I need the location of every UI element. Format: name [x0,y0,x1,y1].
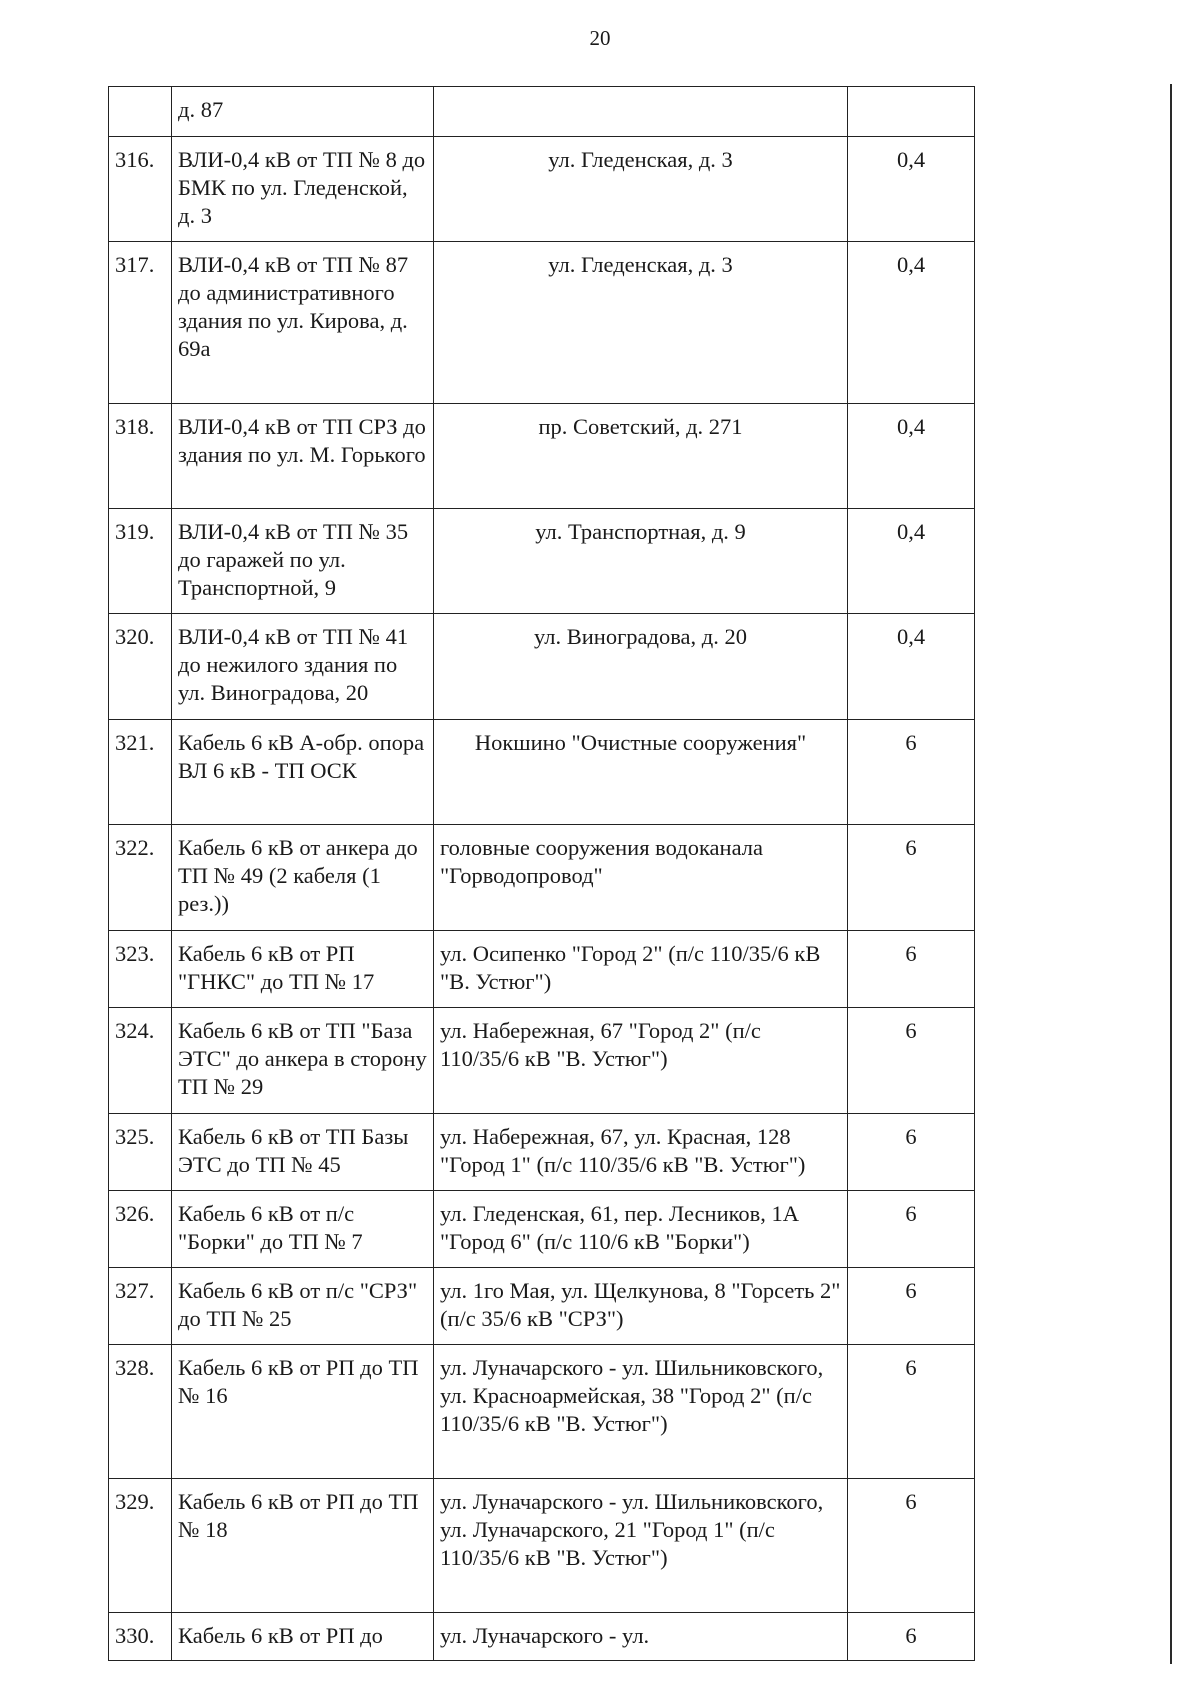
object-address: ул. Осипенко "Город 2" (п/с 110/35/6 кВ "В. Устюг") [434,931,848,1008]
registry-table [108,86,975,1661]
object-address: ул. Набережная, 67 "Город 2" (п/с 110/35/6 кВ "В. Устюг") [434,1008,848,1114]
voltage-value: 6 [848,720,975,825]
object-address: ул. Гледенская, д. 3 [434,242,848,404]
table-row [109,1191,975,1268]
margin-rule [1170,84,1172,1664]
table-row [109,509,975,614]
object-name: ВЛИ-0,4 кВ от ТП № 8 до БМК по ул. Гледенской, д. 3 [172,137,434,242]
table-row [109,87,975,137]
table-row [109,1613,975,1661]
voltage-value: 6 [848,1479,975,1613]
object-name: Кабель 6 кВ от ТП "База ЭТС" до анкера в сторону ТП № 29 [172,1008,434,1114]
row-number: 329. [109,1479,172,1613]
voltage-value: 0,4 [848,137,975,242]
row-number: 326. [109,1191,172,1268]
object-address: Нокшино "Очистные сооружения" [434,720,848,825]
table-row [109,1345,975,1479]
row-number [109,87,172,137]
voltage-value: 6 [848,1613,975,1661]
table-row [109,137,975,242]
voltage-value: 6 [848,1345,975,1479]
object-name: Кабель 6 кВ от анкера до ТП № 49 (2 кабеля (1 рез.)) [172,825,434,931]
object-name: Кабель 6 кВ от ТП Базы ЭТС до ТП № 45 [172,1114,434,1191]
object-name: Кабель 6 кВ от РП до ТП № 18 [172,1479,434,1613]
table-row [109,1268,975,1345]
table-row [109,614,975,720]
row-number: 325. [109,1114,172,1191]
object-address: ул. Луначарского - ул. [434,1613,848,1661]
table-row [109,931,975,1008]
object-name: ВЛИ-0,4 кВ от ТП № 87 до административного здания по ул. Кирова, д. 69а [172,242,434,404]
row-number: 317. [109,242,172,404]
object-address: ул. Набережная, 67, ул. Красная, 128 "Город 1" (п/с 110/35/6 кВ "В. Устюг") [434,1114,848,1191]
row-number: 320. [109,614,172,720]
table-row [109,1114,975,1191]
table-row [109,242,975,404]
object-address: пр. Советский, д. 271 [434,404,848,509]
voltage-value: 6 [848,1268,975,1345]
row-number: 328. [109,1345,172,1479]
object-name: Кабель 6 кВ от РП до ТП № 16 [172,1345,434,1479]
object-name: д. 87 [172,87,434,137]
object-address: ул. Транспортная, д. 9 [434,509,848,614]
voltage-value: 0,4 [848,614,975,720]
object-name: Кабель 6 кВ от п/с "СРЗ" до ТП № 25 [172,1268,434,1345]
object-address: головные сооружения водоканала "Горводопровод" [434,825,848,931]
object-name: Кабель 6 кВ А-обр. опора ВЛ 6 кВ - ТП ОСК [172,720,434,825]
object-name: Кабель 6 кВ от п/с "Борки" до ТП № 7 [172,1191,434,1268]
table-row [109,720,975,825]
row-number: 316. [109,137,172,242]
voltage-value: 0,4 [848,404,975,509]
object-name: Кабель 6 кВ от РП до [172,1613,434,1661]
voltage-value [848,87,975,137]
voltage-value: 6 [848,931,975,1008]
object-address: ул. Виноградова, д. 20 [434,614,848,720]
object-address: ул. Луначарского - ул. Шильниковского, ул. Красноармейская, 38 "Город 2" (п/с 110/35/6 кВ "В. Устюг") [434,1345,848,1479]
voltage-value: 6 [848,825,975,931]
row-number: 324. [109,1008,172,1114]
row-number: 322. [109,825,172,931]
row-number: 319. [109,509,172,614]
row-number: 330. [109,1613,172,1661]
row-number: 318. [109,404,172,509]
object-name: ВЛИ-0,4 кВ от ТП № 41 до нежилого здания по ул. Виноградова, 20 [172,614,434,720]
table-row [109,825,975,931]
voltage-value: 6 [848,1114,975,1191]
row-number: 327. [109,1268,172,1345]
object-name: Кабель 6 кВ от РП "ГНКС" до ТП № 17 [172,931,434,1008]
object-name: ВЛИ-0,4 кВ от ТП № 35 до гаражей по ул. Транспортной, 9 [172,509,434,614]
row-number: 321. [109,720,172,825]
object-address: ул. 1го Мая, ул. Щелкунова, 8 "Горсеть 2" (п/с 35/6 кВ "СРЗ") [434,1268,848,1345]
voltage-value: 6 [848,1191,975,1268]
table-row [109,1008,975,1114]
voltage-value: 0,4 [848,509,975,614]
table-row [109,404,975,509]
object-address: ул. Луначарского - ул. Шильниковского, ул. Луначарского, 21 "Город 1" (п/с 110/35/6 кВ "В. Устюг") [434,1479,848,1613]
page-number: 20 [589,26,611,50]
object-name: ВЛИ-0,4 кВ от ТП СРЗ до здания по ул. М. Горького [172,404,434,509]
object-address [434,87,848,137]
object-address: ул. Гледенская, 61, пер. Лесников, 1А "Город 6" (п/с 110/6 кВ "Борки") [434,1191,848,1268]
row-number: 323. [109,931,172,1008]
object-address: ул. Гледенская, д. 3 [434,137,848,242]
table-row [109,1479,975,1613]
voltage-value: 0,4 [848,242,975,404]
voltage-value: 6 [848,1008,975,1114]
